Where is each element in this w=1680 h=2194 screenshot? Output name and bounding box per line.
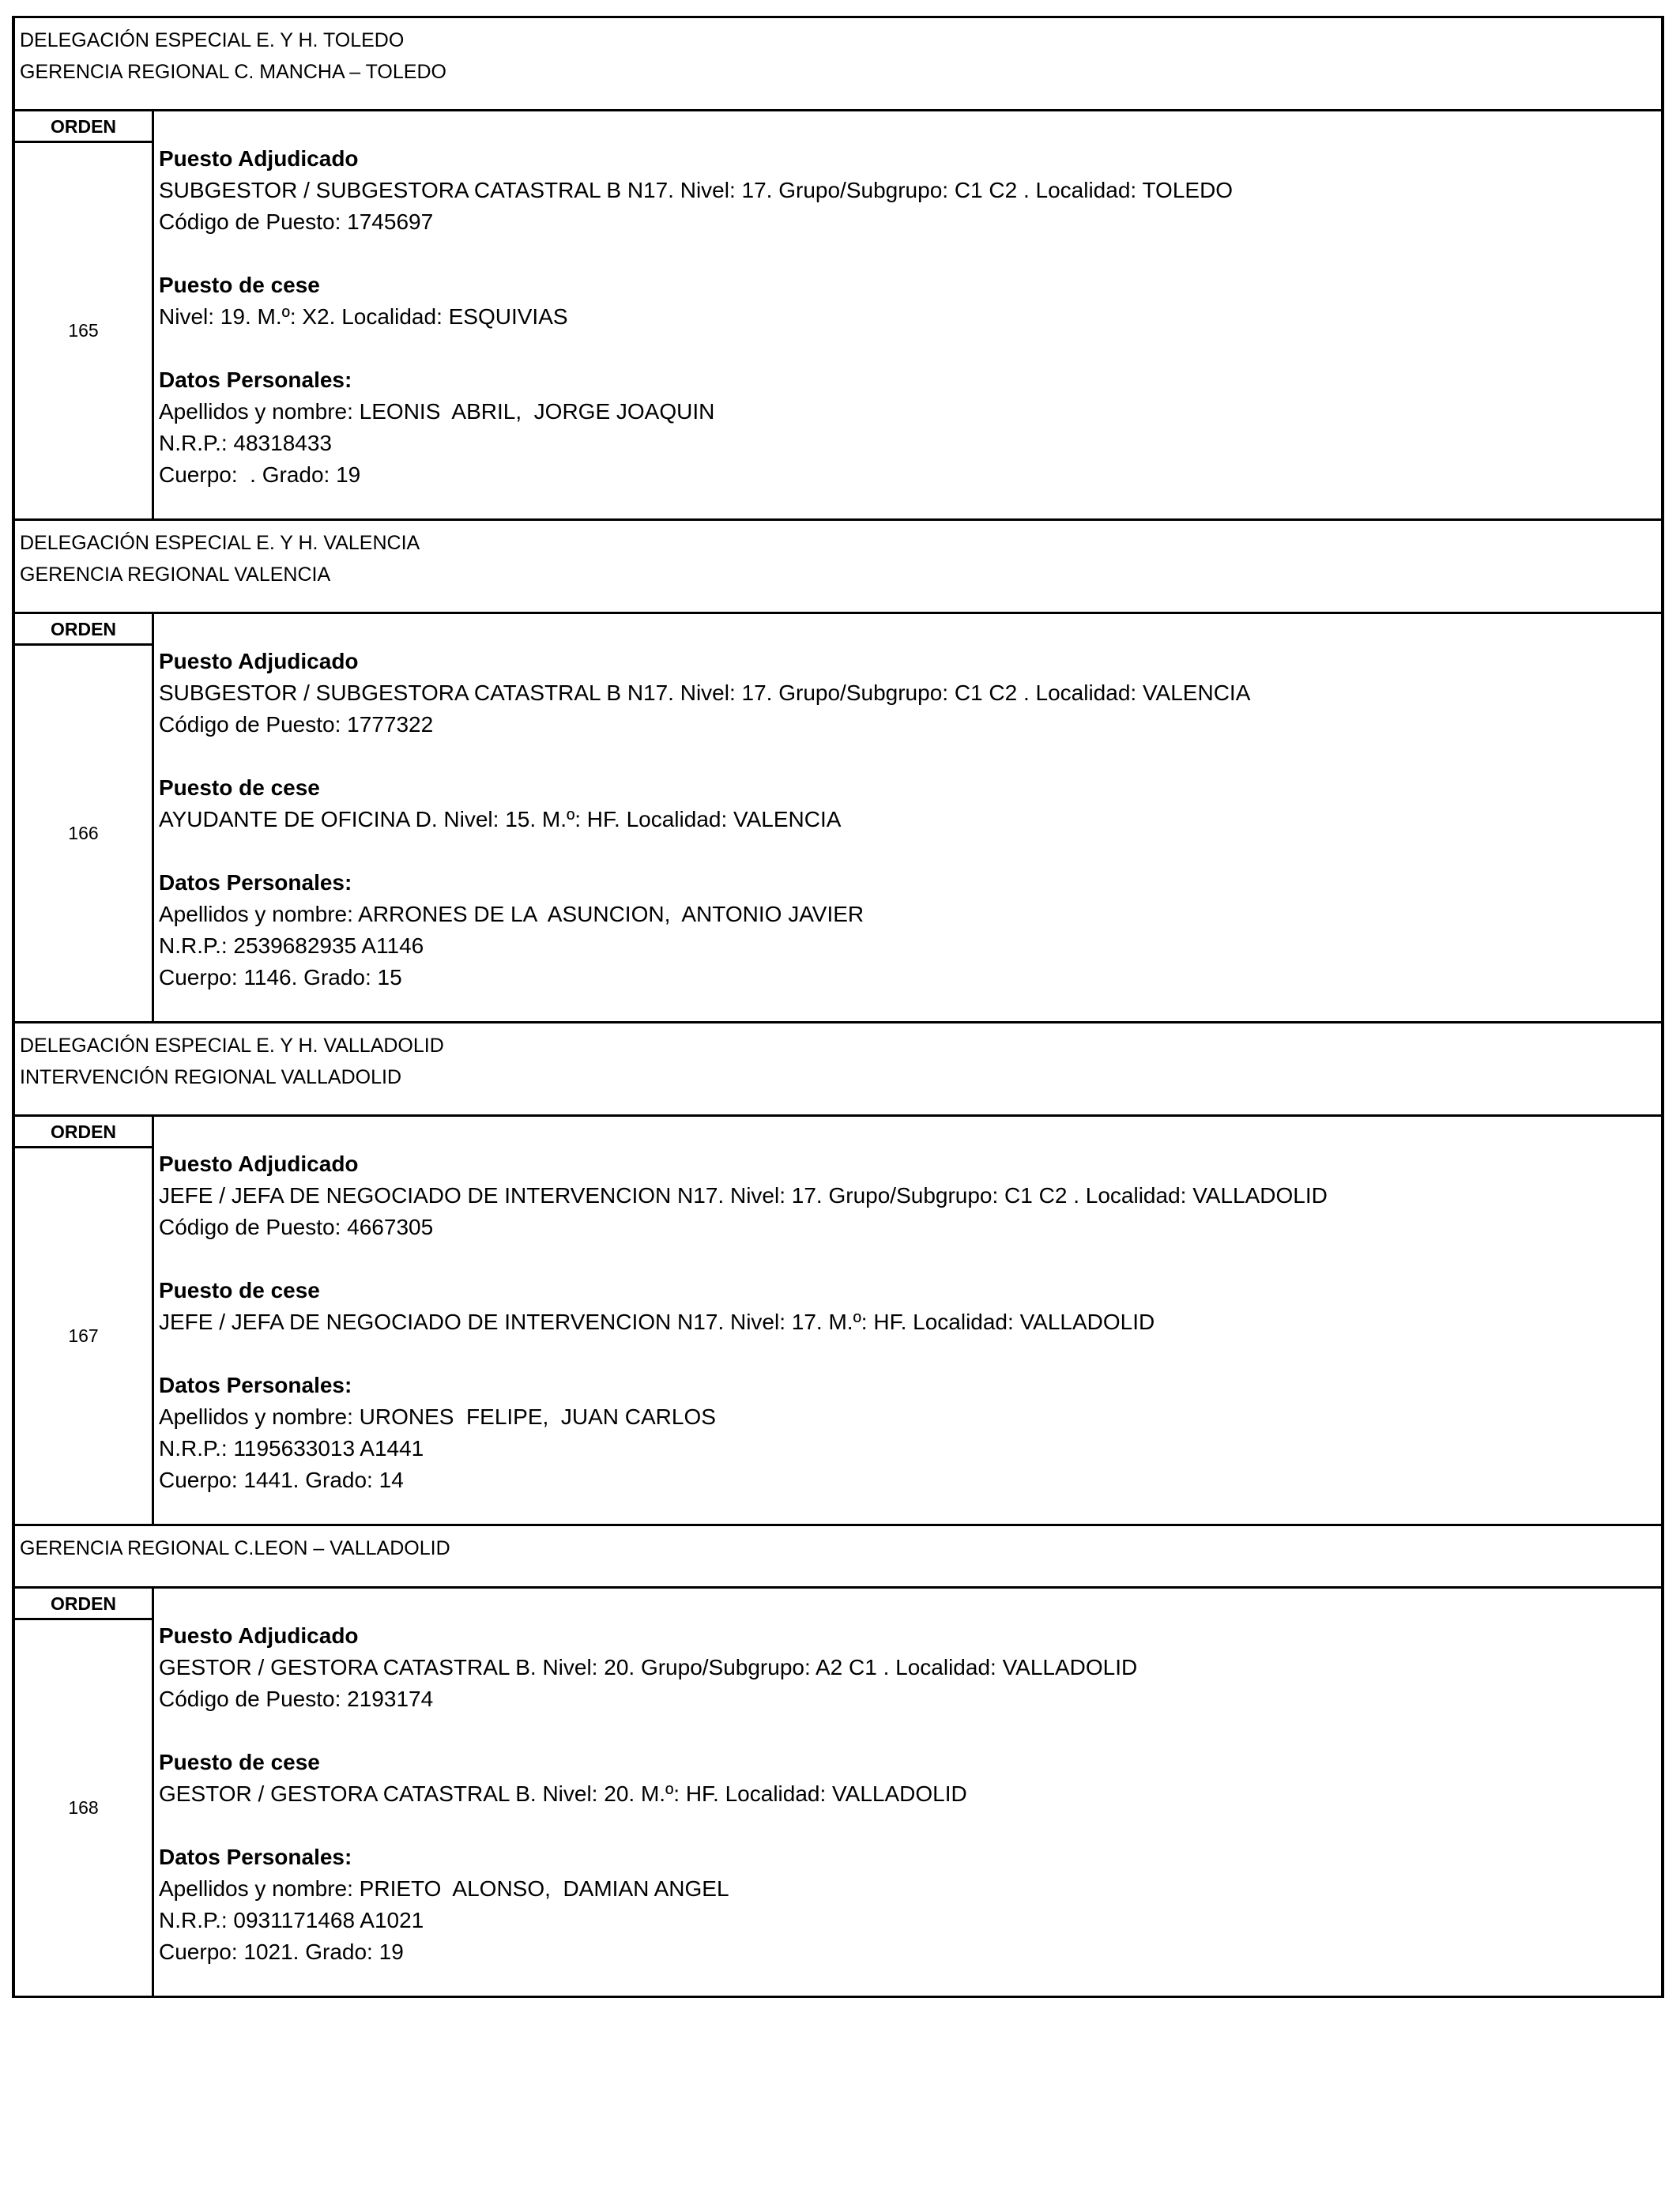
person-name: Apellidos y nombre: ARRONES DE LA ASUNCION, ANTONIO JAVIER — [159, 902, 864, 926]
office-name: GERENCIA REGIONAL C.LEON – VALLADOLID — [20, 1537, 450, 1559]
entry-details — [154, 1589, 1661, 1996]
assigned-post-code: Código de Puesto: 4667305 — [159, 1215, 434, 1239]
office-name: GERENCIA REGIONAL C. MANCHA – TOLEDO — [20, 61, 446, 83]
person-name: Apellidos y nombre: PRIETO ALONSO, DAMIAN ANGEL — [159, 1876, 729, 1901]
entry-details — [154, 111, 1661, 518]
entry-row — [15, 111, 1661, 521]
order-column — [15, 1117, 154, 1524]
assigned-post-title: Puesto Adjudicado — [159, 649, 359, 673]
order-number: 166 — [68, 823, 99, 843]
person-nrp: N.R.P.: 2539682935 A1146 — [159, 933, 424, 958]
personal-data-title: Datos Personales: — [159, 368, 352, 392]
entry-details — [154, 1117, 1661, 1524]
person-body-grade: Cuerpo: 1021. Grado: 19 — [159, 1940, 404, 1964]
assigned-post-code: Código de Puesto: 1777322 — [159, 712, 434, 737]
adjudication-table — [12, 16, 1664, 1998]
order-header: ORDEN — [15, 614, 152, 646]
delegation-name: DELEGACIÓN ESPECIAL E. Y H. VALENCIA — [20, 532, 420, 554]
section-header — [15, 1023, 1661, 1117]
order-number: 168 — [68, 1797, 99, 1818]
previous-post-title: Puesto de cese — [159, 775, 320, 800]
previous-post-description: GESTOR / GESTORA CATASTRAL B. Nivel: 20. M.º: HF. Localidad: VALLADOLID — [159, 1781, 967, 1806]
office-name: INTERVENCIÓN REGIONAL VALLADOLID — [20, 1066, 401, 1088]
entry-details — [154, 614, 1661, 1021]
assigned-post-description: JEFE / JEFA DE NEGOCIADO DE INTERVENCION N17. Nivel: 17. Grupo/Subgrupo: C1 C2 . Localidad: VALLADOLID — [159, 1183, 1328, 1208]
assigned-post-description: SUBGESTOR / SUBGESTORA CATASTRAL B N17. Nivel: 17. Grupo/Subgrupo: C1 C2 . Localidad: TOLEDO — [159, 178, 1234, 202]
order-column — [15, 111, 154, 518]
section-header — [15, 18, 1661, 111]
previous-post-description: Nivel: 19. M.º: X2. Localidad: ESQUIVIAS — [159, 304, 568, 329]
assigned-post-description: SUBGESTOR / SUBGESTORA CATASTRAL B N17. Nivel: 17. Grupo/Subgrupo: C1 C2 . Localidad: VALENCIA — [159, 680, 1251, 705]
personal-data-title: Datos Personales: — [159, 870, 352, 895]
section-header — [15, 521, 1661, 614]
person-name: Apellidos y nombre: LEONIS ABRIL, JORGE JOAQUIN — [159, 399, 715, 424]
previous-post-title: Puesto de cese — [159, 1278, 320, 1302]
assigned-post-title: Puesto Adjudicado — [159, 146, 359, 171]
office-name: GERENCIA REGIONAL VALENCIA — [20, 564, 331, 586]
person-nrp: N.R.P.: 1195633013 A1441 — [159, 1436, 424, 1461]
assigned-post-title: Puesto Adjudicado — [159, 1623, 359, 1648]
person-name: Apellidos y nombre: URONES FELIPE, JUAN CARLOS — [159, 1404, 716, 1429]
previous-post-title: Puesto de cese — [159, 273, 320, 297]
assigned-post-title: Puesto Adjudicado — [159, 1152, 359, 1176]
order-number: 167 — [68, 1325, 99, 1346]
assigned-post-code: Código de Puesto: 1745697 — [159, 209, 434, 234]
entry-row — [15, 1589, 1661, 1996]
order-number: 165 — [68, 320, 99, 341]
previous-post-description: AYUDANTE DE OFICINA D. Nivel: 15. M.º: HF. Localidad: VALENCIA — [159, 807, 842, 831]
section-header — [15, 1526, 1661, 1589]
previous-post-title: Puesto de cese — [159, 1750, 320, 1774]
person-nrp: N.R.P.: 48318433 — [159, 431, 332, 455]
delegation-name: DELEGACIÓN ESPECIAL E. Y H. TOLEDO — [20, 29, 405, 51]
entry-row — [15, 614, 1661, 1023]
delegation-name: DELEGACIÓN ESPECIAL E. Y H. VALLADOLID — [20, 1035, 444, 1057]
person-nrp: N.R.P.: 0931171468 A1021 — [159, 1908, 424, 1932]
order-column — [15, 1589, 154, 1996]
assigned-post-description: GESTOR / GESTORA CATASTRAL B. Nivel: 20. Grupo/Subgrupo: A2 C1 . Localidad: VALLADOLID — [159, 1655, 1138, 1679]
order-header: ORDEN — [15, 1117, 152, 1148]
order-column — [15, 614, 154, 1021]
personal-data-title: Datos Personales: — [159, 1373, 352, 1397]
personal-data-title: Datos Personales: — [159, 1845, 352, 1869]
person-body-grade: Cuerpo: 1146. Grado: 15 — [159, 965, 402, 990]
person-body-grade: Cuerpo: 1441. Grado: 14 — [159, 1468, 404, 1492]
entry-row — [15, 1117, 1661, 1526]
assigned-post-code: Código de Puesto: 2193174 — [159, 1687, 434, 1711]
order-header: ORDEN — [15, 111, 152, 143]
person-body-grade: Cuerpo: . Grado: 19 — [159, 462, 361, 487]
order-header: ORDEN — [15, 1589, 152, 1620]
previous-post-description: JEFE / JEFA DE NEGOCIADO DE INTERVENCION N17. Nivel: 17. M.º: HF. Localidad: VALLADOLID — [159, 1310, 1155, 1334]
